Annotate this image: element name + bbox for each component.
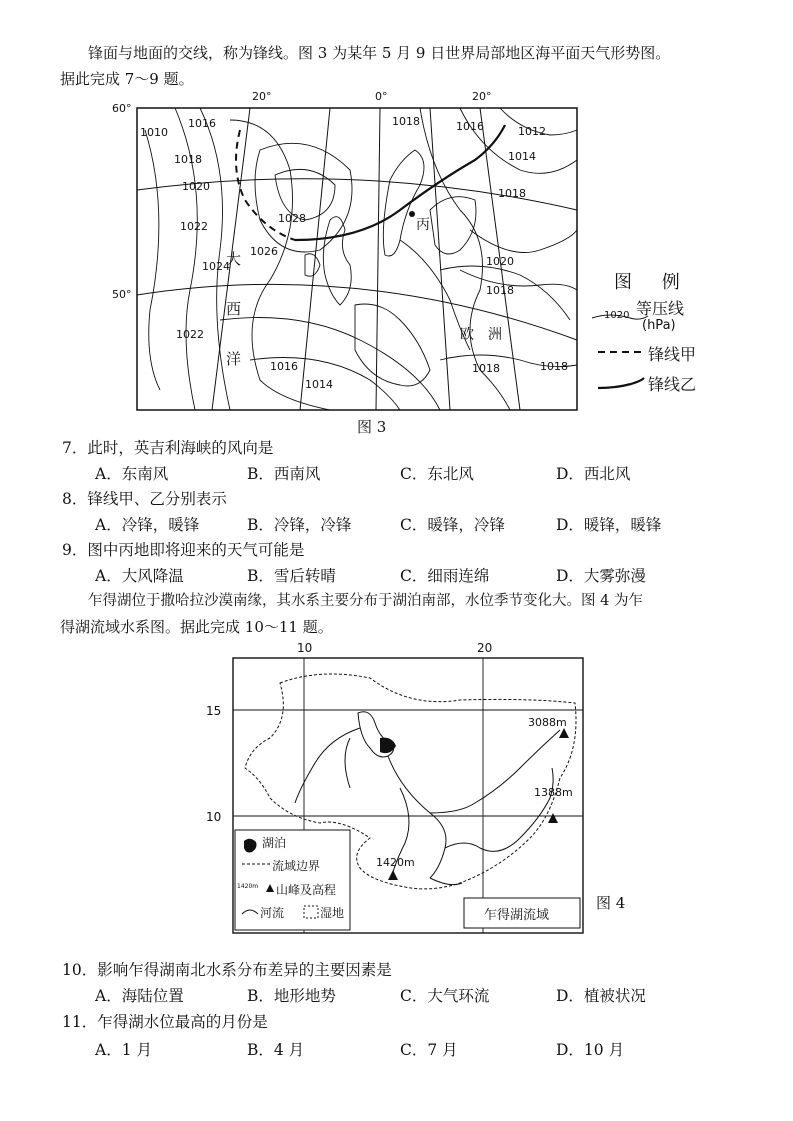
- isobar-label: 1018: [392, 115, 420, 128]
- place-label-xi: 西: [226, 300, 242, 318]
- legend-title: 图 例: [614, 272, 692, 293]
- q10-option-d[interactable]: D．植被状况: [556, 987, 646, 1005]
- isobar-label: 1018: [498, 187, 526, 200]
- question-9-stem: 9．图中丙地即将迎来的天气可能是: [62, 541, 305, 559]
- figure-3-caption: 图 3: [357, 418, 387, 436]
- isobar-label: 1012: [518, 125, 546, 138]
- q8-option-b[interactable]: B．冷锋，冷锋: [247, 516, 352, 534]
- q8-option-d[interactable]: D．暖锋，暖锋: [556, 516, 662, 534]
- intro2-line-1: 乍得湖位于撒哈拉沙漠南缘，其水系主要分布于湖泊南部，水位季节变化大。图 4 为乍: [88, 593, 643, 609]
- question-7-stem: 7．此时，英吉利海峡的风向是: [62, 439, 274, 457]
- lat-label-15: 15: [206, 704, 222, 718]
- legend-isobar-label: 等压线: [636, 299, 685, 318]
- q7-option-d[interactable]: D．西北风: [556, 465, 631, 483]
- q8-option-a[interactable]: A．冷锋，暖锋: [95, 516, 200, 534]
- legend-front-a: 锋线甲: [648, 345, 697, 364]
- lat-label-10: 10: [206, 810, 222, 824]
- lon-label-20: 20: [477, 641, 493, 655]
- legend-wetland-icon: [304, 906, 318, 918]
- isobar-label: 1020: [182, 180, 210, 193]
- q11-option-c[interactable]: C．7 月: [400, 1041, 458, 1059]
- isobar-label: 1010: [140, 126, 168, 139]
- q10-option-a[interactable]: A．海陆位置: [95, 987, 184, 1005]
- legend-front-b-line: [596, 376, 646, 392]
- place-label-da: 大: [226, 250, 242, 268]
- q10-option-b[interactable]: B．地形地势: [247, 987, 336, 1005]
- place-label-bing: 丙: [416, 217, 430, 233]
- legend-wetland-label: 湿地: [320, 906, 345, 920]
- figure-4-lake-chad-map: [200, 638, 600, 938]
- legend-front-a-line: [596, 346, 646, 358]
- legend-river-label: 河流: [260, 906, 285, 920]
- legend-lake-label: 湖泊: [262, 836, 287, 850]
- q9-option-c[interactable]: C．细雨连绵: [400, 567, 490, 585]
- isobar-label: 1022: [176, 328, 204, 341]
- intro2-line-2: 得湖流域水系图。据此完成 10～11 题。: [60, 618, 333, 636]
- q9-option-a[interactable]: A．大风降温: [95, 567, 184, 585]
- place-label-yang: 洋: [226, 350, 242, 368]
- q7-option-b[interactable]: B．西南风: [247, 465, 321, 483]
- lon-label-20w: 20°: [252, 90, 272, 103]
- legend-isobar-sample: 1020: [604, 310, 630, 321]
- lon-label-20e: 20°: [472, 90, 492, 103]
- isobar-label: 1028: [278, 212, 306, 225]
- isobar-label: 1016: [188, 117, 216, 130]
- point-bing-marker: [409, 211, 415, 217]
- legend-isobar-unit: (hPa): [642, 318, 676, 333]
- peak-label-1388: 1388m: [534, 786, 573, 799]
- q7-option-c[interactable]: C．东北风: [400, 465, 474, 483]
- lat-label-50: 50°: [112, 288, 132, 301]
- q11-option-a[interactable]: A．1 月: [95, 1041, 152, 1059]
- isobar-label: 1018: [486, 284, 514, 297]
- isobar-label: 1014: [508, 150, 536, 163]
- figure-3-legend: [590, 268, 740, 408]
- intro-line-1: 锋面与地面的交线，称为锋线。图 3 为某年 5 月 9 日世界局部地区海平面天气形势图。: [88, 44, 671, 62]
- isobar-label: 1018: [540, 360, 568, 373]
- isobar-label: 1014: [305, 378, 333, 391]
- figure-3-weather-map: [100, 90, 580, 412]
- peak-label-3088: 3088m: [528, 716, 567, 729]
- isobar-label: 1024: [202, 260, 230, 273]
- q9-option-d[interactable]: D．大雾弥漫: [556, 567, 646, 585]
- isobar-label: 1018: [472, 362, 500, 375]
- q10-option-c[interactable]: C．大气环流: [400, 987, 490, 1005]
- isobar-label: 1020: [486, 255, 514, 268]
- weather-map-svg: [100, 90, 580, 412]
- q7-option-a[interactable]: A．东南风: [95, 465, 169, 483]
- legend-front-b: 锋线乙: [648, 375, 697, 394]
- question-10-stem: 10．影响乍得湖南北水系分布差异的主要因素是: [62, 961, 392, 979]
- legend-peak-sample: 1420m: [237, 883, 259, 890]
- legend-boundary-label: 流域边界: [272, 859, 321, 873]
- question-8-stem: 8．锋线甲、乙分别表示: [62, 490, 227, 508]
- q11-option-d[interactable]: D．10 月: [556, 1041, 625, 1059]
- isobar-label: 1016: [270, 360, 298, 373]
- q11-option-b[interactable]: B．4 月: [247, 1041, 305, 1059]
- lon-label-0: 0°: [375, 90, 388, 103]
- intro-line-2: 据此完成 7～9 题。: [60, 70, 194, 88]
- place-label-europe: 欧 洲: [460, 327, 502, 343]
- isobar-label: 1018: [174, 153, 202, 166]
- lon-label-10: 10: [297, 641, 313, 655]
- isobar-label: 1026: [250, 245, 278, 258]
- q8-option-c[interactable]: C．暖锋，冷锋: [400, 516, 505, 534]
- lat-label-60: 60°: [112, 102, 132, 115]
- question-11-stem: 11．乍得湖水位最高的月份是: [62, 1013, 268, 1031]
- title-box-label: 乍得湖流域: [484, 908, 550, 923]
- q9-option-b[interactable]: B．雪后转晴: [247, 567, 336, 585]
- isobar-label: 1022: [180, 220, 208, 233]
- isobar-label: 1016: [456, 120, 484, 133]
- legend-peak-label: 山峰及高程: [276, 883, 337, 897]
- figure-4-caption: 图 4: [596, 894, 626, 912]
- peak-label-1420: 1420m: [376, 856, 415, 869]
